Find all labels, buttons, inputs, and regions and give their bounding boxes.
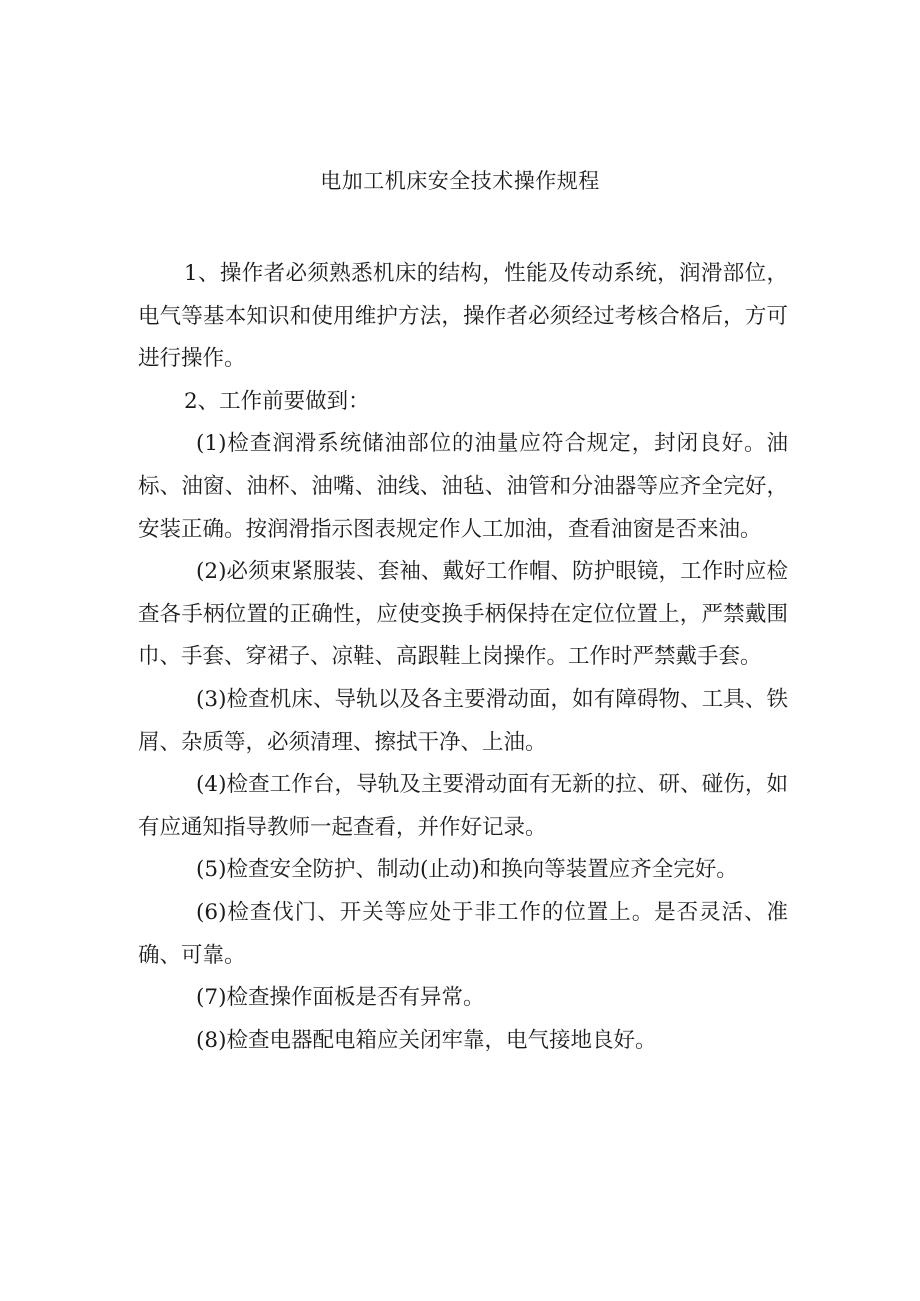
paragraph-2-3: (3)检查机床、导轨以及各主要滑动面，如有障碍物、工具、铁屑、杂质等，必须清理、擦拭干净、上油。 xyxy=(138,686,788,755)
paragraph-2-6: (6)检查伐门、开关等应处于非工作的位置上。是否灵活、准确、可靠。 xyxy=(138,899,788,968)
paragraph-2-2: (2)必须束紧服装、套袖、戴好工作帽、防护眼镜，工作时应检查各手柄位置的正确性，应使变换手柄保持在定位位置上，严禁戴围巾、手套、穿裙子、凉鞋、高跟鞋上岗操作。工作时严禁戴手套。 xyxy=(138,559,788,670)
paragraph-2-1: (1)检查润滑系统储油部位的油量应符合规定，封闭良好。油标、油窗、油杯、油嘴、油线、油毡、油管和分油器等应齐全完好，安装正确。按润滑指示图表规定作人工加油，查看油窗是否来油。 xyxy=(138,431,788,542)
paragraph-2: 2、工作前要做到： xyxy=(184,388,370,414)
document-title: 电加工机床安全技术操作规程 xyxy=(320,169,600,193)
paragraph-2-5: (5)检查安全防护、制动(止动)和换向等装置应齐全完好。 xyxy=(196,857,738,883)
paragraph-2-7: (7)检查操作面板是否有异常。 xyxy=(196,985,485,1011)
paragraph-2-8: (8)检查电器配电箱应关闭牢靠，电气接地良好。 xyxy=(196,1027,657,1053)
paragraph-2-4: (4)检查工作台，导轨及主要滑动面有无新的拉、研、碰伤，如有应通知指导教师一起查看，并作好记录。 xyxy=(138,772,788,840)
paragraph-1: 1、操作者必须熟悉机床的结构，性能及传动系统，润滑部位，电气等基本知识和使用维护方法，操作者必须经过考核合格后，方可进行操作。 xyxy=(138,261,788,372)
document-body xyxy=(138,253,788,1062)
